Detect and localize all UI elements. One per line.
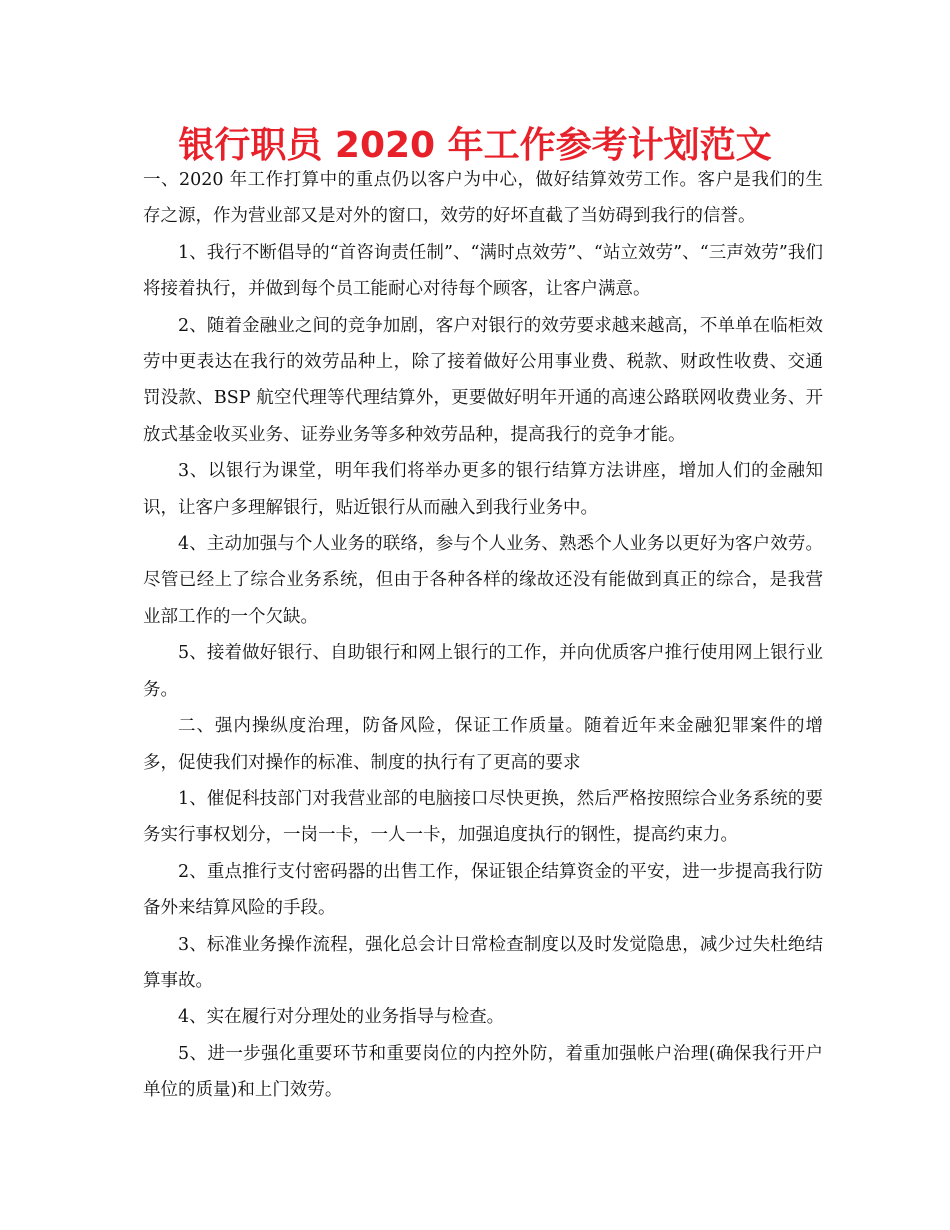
paragraph: 3、以银行为课堂，明年我们将举办更多的银行结算方法讲座，增加人们的金融知识，让客户多理解银行，贴近银行从而融入到我行业务中。 xyxy=(143,461,823,518)
paragraph: 一、2020 年工作打算中的重点仍以客户为中心，做好结算效劳工作。客户是我们的生存之源，作为营业部又是对外的窗口，效劳的好坏直截了当妨碍到我行的信誉。 xyxy=(143,170,823,227)
document-title: 银行职员 2020 年工作参考计划范文 xyxy=(178,125,772,166)
paragraph: 4、实在履行对分理处的业务指导与检查。 xyxy=(178,1007,505,1028)
paragraph: 1、我行不断倡导的“首咨询责任制”、“满时点效劳”、“站立效劳”、“三声效劳”我们将接着执行，并做到每个员工能耐心对待每个顾客，让客户满意。 xyxy=(143,242,823,300)
paragraph: 1、催促科技部门对我营业部的电脑接口尽快更换，然后严格按照综合业务系统的要务实行事权划分，一岗一卡，一人一卡，加强追度执行的钢性，提高约束力。 xyxy=(143,788,823,846)
paragraph: 5、接着做好银行、自助银行和网上银行的工作，并向优质客户推行使用网上银行业务。 xyxy=(143,643,823,700)
paragraph: 3、标准业务操作流程，强化总会计日常检查制度以及时发觉隐患，减少过失杜绝结算事故。 xyxy=(143,934,823,991)
paragraph: 二、强内操纵度治理，防备风险，保证工作质量。随着近年来金融犯罪案件的增多，促使我们对操作的标准、制度的执行有了更高的要求 xyxy=(143,716,823,773)
paragraph: 2、重点推行支付密码器的出售工作，保证银企结算资金的平安，进一步提高我行防备外来结算风险的手段。 xyxy=(143,861,823,919)
paragraph: 2、随着金融业之间的竞争加剧，客户对银行的效劳要求越来越高，不单单在临柜效劳中更表达在我行的效劳品种上，除了接着做好公用事业费、税款、财政性收费、交通罚没款、BSP 航空代理等代理结算外，更要做好明年开通的高速公路联网收费业务、开放式基金收买业务、证券业务等多种效劳品种，提高我行的竞争才能。 xyxy=(143,315,823,445)
paragraph: 4、主动加强与个人业务的联络，参与个人业务、熟悉个人业务以更好为客户效劳。尽管已经上了综合业务系统，但由于各种各样的缘故还没有能做到真正的综合，是我营业部工作的一个欠缺。 xyxy=(143,534,823,627)
paragraph: 5、进一步强化重要环节和重要岗位的内控外防，着重加强帐户治理(确保我行开户单位的质量)和上门效劳。 xyxy=(143,1043,823,1101)
document-body xyxy=(143,162,823,1109)
